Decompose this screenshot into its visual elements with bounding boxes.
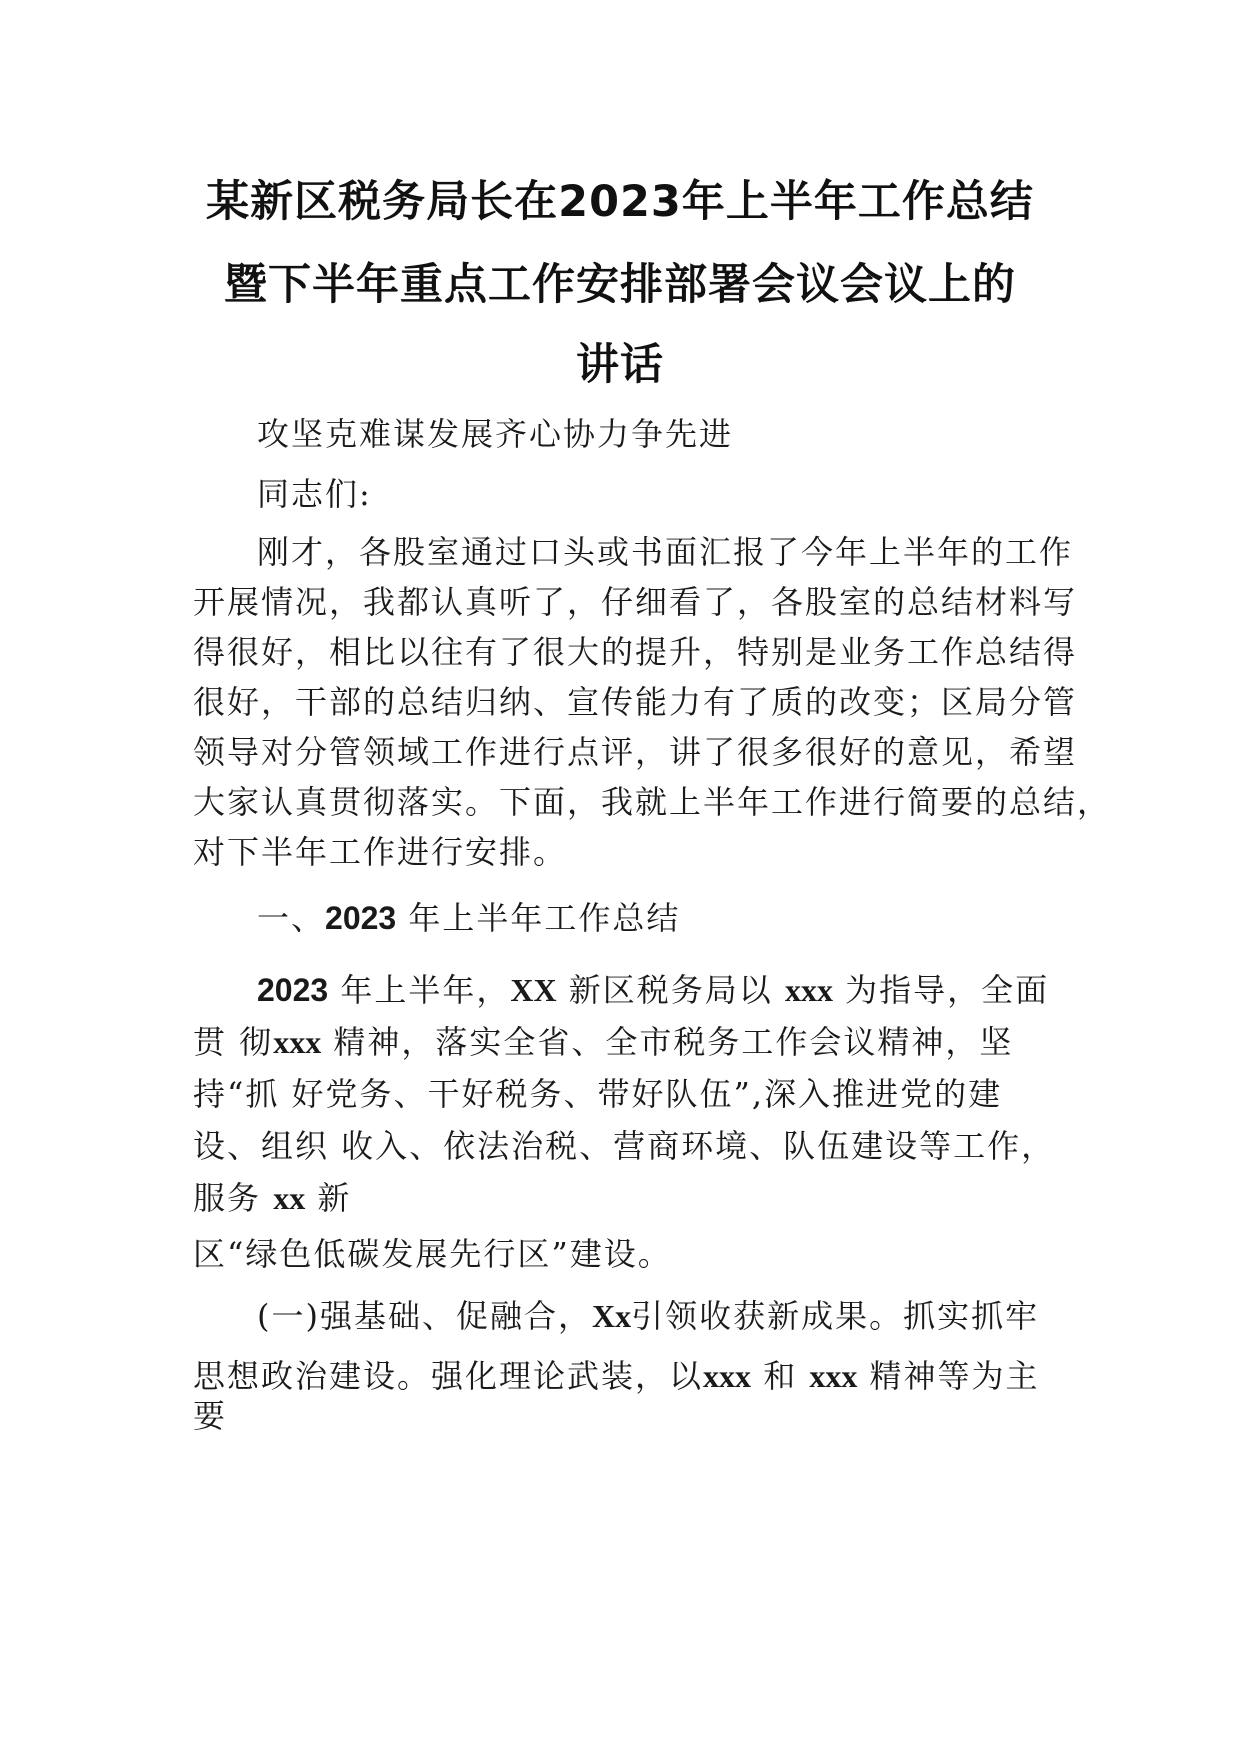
para3-line [193, 1356, 1073, 1396]
text-span: 年上半年， [328, 971, 511, 1009]
placeholder-text: XX [510, 972, 557, 1008]
para2-line: 区“绿色低碳发展先行区”建设。 [193, 1235, 672, 1273]
para3-line: 要 [193, 1397, 228, 1435]
heading-text: 年上半年工作总结 [396, 899, 681, 937]
subtitle: 攻坚克难谋发展齐心协力争先进 [257, 415, 734, 453]
heading-prefix: 一、 [257, 899, 326, 937]
placeholder-text: xx [273, 1180, 306, 1216]
para1-line: 很好，干部的总结归纳、宣传能力有了质的改变；区局分管 [193, 683, 1078, 721]
para1-line: 开展情况，我都认真听了，仔细看了，各股室的总结材料写 [193, 583, 1078, 621]
text-span: 新 [305, 1179, 352, 1217]
text-span: 新区税务局以 [556, 971, 785, 1009]
text-span: 和 [751, 1357, 810, 1395]
text-span: 思想政治建设。强化理论武装，以 [193, 1357, 704, 1395]
para2-line: 设、组织 收入、依法治税、营商环境、队伍建设等工作， [193, 1127, 1056, 1165]
text-span: 精神等为主 [857, 1357, 1040, 1395]
para1-line: 领导对分管领域工作进行点评，讲了很多很好的意见，希望 [193, 733, 1078, 771]
section-heading-1 [257, 898, 1137, 938]
document-title-line-2: 暨下半年重点工作安排部署会议会议上的 [224, 260, 1016, 310]
text-span: 引领收获新成果。抓实抓牢 [631, 1297, 1040, 1335]
placeholder-text: xxx [809, 1358, 858, 1394]
para2-line [193, 1178, 1073, 1218]
text-span: 服务 [193, 1179, 274, 1217]
para3-line [257, 1296, 1137, 1336]
placeholder-text: xxx [273, 1024, 322, 1060]
document-title-line-1: 某新区税务局长在2023年上半年工作总结 [206, 177, 1034, 227]
text-span: (一)强基础、促融合， [257, 1297, 592, 1335]
placeholder-text: xxx [703, 1358, 752, 1394]
placeholder-text: xxx [784, 972, 833, 1008]
year-text: 2023 [257, 972, 329, 1008]
document-title-line-3: 讲话 [576, 340, 664, 390]
placeholder-text: Xx [591, 1298, 632, 1334]
para2-line [193, 1022, 1073, 1062]
para1-line: 刚才，各股室通过口头或书面汇报了今年上半年的工作 [257, 533, 1074, 571]
text-span: 精神，落实全省、全市税务工作会议精神，坚 [321, 1023, 1014, 1061]
para2-line: 持“抓 好党务、干好税务、带好队伍”,深入推进党的建 [193, 1075, 1003, 1113]
heading-year: 2023 [325, 900, 397, 936]
para1-line: 得很好，相比以往有了很大的提升，特别是业务工作总结得 [193, 633, 1078, 671]
para1-line: 对下半年工作进行安排。 [193, 833, 568, 871]
text-span: 为指导，全面 [832, 971, 1050, 1009]
para1-line: 大家认真贯彻落实。下面，我就上半年工作进行简要的总结， [193, 783, 1112, 821]
salutation: 同志们: [257, 475, 372, 513]
para2-line [257, 970, 1137, 1010]
text-span: 贯 彻 [193, 1023, 274, 1061]
